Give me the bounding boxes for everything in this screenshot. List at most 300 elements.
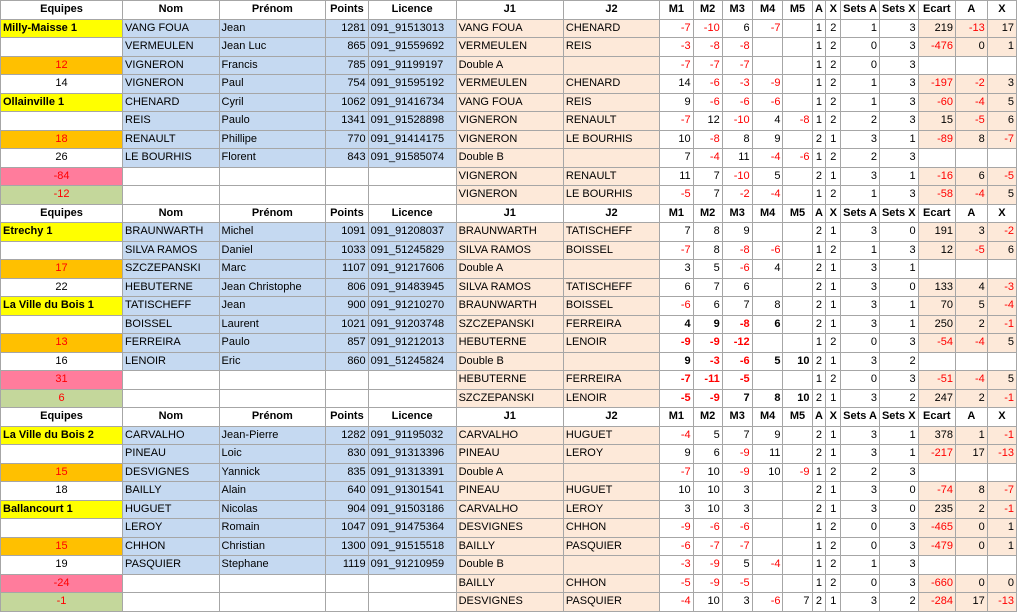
- match-player1-cell[interactable]: Double A: [456, 260, 563, 279]
- sets-x-cell[interactable]: 1: [879, 445, 918, 464]
- ecart-x-cell[interactable]: 3: [987, 75, 1016, 94]
- player-points-cell[interactable]: 1047: [326, 519, 369, 538]
- set-score-cell[interactable]: -5: [660, 389, 694, 408]
- sets-a-cell[interactable]: 1: [841, 241, 880, 260]
- player-licence-cell[interactable]: 091_51245829: [368, 241, 456, 260]
- sets-a-cell[interactable]: 3: [841, 593, 880, 612]
- match-player2-cell[interactable]: LEROY: [563, 500, 659, 519]
- sets-a-cell[interactable]: 3: [841, 130, 880, 149]
- ecart-cell[interactable]: 15: [918, 112, 955, 131]
- player-points-cell[interactable]: 1033: [326, 241, 369, 260]
- sets-x-cell[interactable]: 1: [879, 297, 918, 316]
- wins-a-cell[interactable]: 2: [812, 315, 826, 334]
- player-licence-cell[interactable]: 091_91203748: [368, 315, 456, 334]
- player-firstname-cell[interactable]: [219, 593, 326, 612]
- set-score-cell[interactable]: 11: [660, 167, 694, 186]
- team-score-cell[interactable]: 17: [1, 260, 123, 279]
- match-player2-cell[interactable]: REIS: [563, 38, 659, 57]
- player-licence-cell[interactable]: [368, 371, 456, 390]
- set-score-cell[interactable]: -12: [722, 334, 752, 353]
- ecart-x-cell[interactable]: -13: [987, 593, 1016, 612]
- player-points-cell[interactable]: [326, 389, 369, 408]
- set-score-cell[interactable]: [783, 334, 812, 353]
- set-score-cell[interactable]: 5: [693, 260, 722, 279]
- wins-a-cell[interactable]: 2: [812, 445, 826, 464]
- sets-a-cell[interactable]: 0: [841, 574, 880, 593]
- player-firstname-cell[interactable]: Laurent: [219, 315, 326, 334]
- player-name-cell[interactable]: VERMEULEN: [123, 38, 220, 57]
- match-player2-cell[interactable]: [563, 149, 659, 168]
- team-name-cell[interactable]: Ollainville 1: [1, 93, 123, 112]
- sets-a-cell[interactable]: 3: [841, 223, 880, 242]
- player-firstname-cell[interactable]: Phillipe: [219, 130, 326, 149]
- match-player1-cell[interactable]: Double B: [456, 352, 563, 371]
- set-score-cell[interactable]: -3: [722, 75, 752, 94]
- wins-x-cell[interactable]: 2: [826, 19, 841, 38]
- match-player1-cell[interactable]: DESVIGNES: [456, 519, 563, 538]
- set-score-cell[interactable]: -9: [693, 556, 722, 575]
- set-score-cell[interactable]: 3: [722, 500, 752, 519]
- wins-x-cell[interactable]: 2: [826, 149, 841, 168]
- set-score-cell[interactable]: -8: [722, 315, 752, 334]
- set-score-cell[interactable]: 5: [693, 426, 722, 445]
- player-name-cell[interactable]: LE BOURHIS: [123, 149, 220, 168]
- ecart-x-cell[interactable]: 6: [987, 112, 1016, 131]
- sets-a-cell[interactable]: 2: [841, 149, 880, 168]
- set-score-cell[interactable]: 3: [722, 593, 752, 612]
- set-score-cell[interactable]: 10: [660, 482, 694, 501]
- player-points-cell[interactable]: 860: [326, 352, 369, 371]
- match-player2-cell[interactable]: [563, 260, 659, 279]
- wins-x-cell[interactable]: 1: [826, 167, 841, 186]
- ecart-a-cell[interactable]: 0: [956, 537, 988, 556]
- team-score-cell[interactable]: 6: [1, 389, 123, 408]
- set-score-cell[interactable]: 10: [783, 352, 812, 371]
- ecart-x-cell[interactable]: [987, 463, 1016, 482]
- set-score-cell[interactable]: -8: [693, 38, 722, 57]
- team-name-cell[interactable]: Etrechy 1: [1, 223, 123, 242]
- set-score-cell[interactable]: 11: [722, 149, 752, 168]
- match-player1-cell[interactable]: CARVALHO: [456, 426, 563, 445]
- team-score-cell[interactable]: [1, 445, 123, 464]
- sets-a-cell[interactable]: 3: [841, 500, 880, 519]
- set-score-cell[interactable]: -9: [660, 334, 694, 353]
- set-score-cell[interactable]: -8: [783, 112, 812, 131]
- team-score-cell[interactable]: [1, 112, 123, 131]
- set-score-cell[interactable]: -7: [693, 56, 722, 75]
- sets-x-cell[interactable]: 3: [879, 241, 918, 260]
- set-score-cell[interactable]: 10: [752, 463, 783, 482]
- ecart-x-cell[interactable]: -4: [987, 297, 1016, 316]
- set-score-cell[interactable]: 7: [693, 278, 722, 297]
- match-player1-cell[interactable]: Double B: [456, 556, 563, 575]
- player-licence-cell[interactable]: 091_91210270: [368, 297, 456, 316]
- match-player1-cell[interactable]: PINEAU: [456, 445, 563, 464]
- ecart-cell[interactable]: -465: [918, 519, 955, 538]
- match-player1-cell[interactable]: VIGNERON: [456, 130, 563, 149]
- sets-a-cell[interactable]: 3: [841, 426, 880, 445]
- wins-x-cell[interactable]: 1: [826, 389, 841, 408]
- wins-x-cell[interactable]: 2: [826, 574, 841, 593]
- sets-x-cell[interactable]: 3: [879, 574, 918, 593]
- player-firstname-cell[interactable]: Jean Luc: [219, 38, 326, 57]
- player-firstname-cell[interactable]: Paul: [219, 75, 326, 94]
- set-score-cell[interactable]: -7: [660, 371, 694, 390]
- player-points-cell[interactable]: 1300: [326, 537, 369, 556]
- match-player2-cell[interactable]: RENAULT: [563, 167, 659, 186]
- player-name-cell[interactable]: [123, 593, 220, 612]
- match-player1-cell[interactable]: BRAUNWARTH: [456, 223, 563, 242]
- player-licence-cell[interactable]: 091_91210959: [368, 556, 456, 575]
- player-name-cell[interactable]: RENAULT: [123, 130, 220, 149]
- match-player1-cell[interactable]: VIGNERON: [456, 167, 563, 186]
- sets-a-cell[interactable]: 1: [841, 19, 880, 38]
- ecart-x-cell[interactable]: 5: [987, 186, 1016, 205]
- sets-a-cell[interactable]: 1: [841, 186, 880, 205]
- set-score-cell[interactable]: 11: [752, 445, 783, 464]
- ecart-a-cell[interactable]: -2: [956, 75, 988, 94]
- player-points-cell[interactable]: 1282: [326, 426, 369, 445]
- ecart-a-cell[interactable]: 3: [956, 223, 988, 242]
- match-player1-cell[interactable]: SZCZEPANSKI: [456, 389, 563, 408]
- set-score-cell[interactable]: [752, 38, 783, 57]
- ecart-cell[interactable]: -284: [918, 593, 955, 612]
- team-name-cell[interactable]: La Ville du Bois 2: [1, 426, 123, 445]
- set-score-cell[interactable]: 7: [660, 149, 694, 168]
- wins-a-cell[interactable]: 2: [812, 500, 826, 519]
- set-score-cell[interactable]: 10: [693, 593, 722, 612]
- player-firstname-cell[interactable]: Paulo: [219, 334, 326, 353]
- player-points-cell[interactable]: 835: [326, 463, 369, 482]
- player-licence-cell[interactable]: 091_91195032: [368, 426, 456, 445]
- wins-a-cell[interactable]: 1: [812, 463, 826, 482]
- ecart-cell[interactable]: [918, 260, 955, 279]
- match-player1-cell[interactable]: SILVA RAMOS: [456, 241, 563, 260]
- sets-a-cell[interactable]: 2: [841, 112, 880, 131]
- ecart-x-cell[interactable]: -7: [987, 130, 1016, 149]
- match-player1-cell[interactable]: Double A: [456, 463, 563, 482]
- player-firstname-cell[interactable]: Jean: [219, 19, 326, 38]
- ecart-a-cell[interactable]: -5: [956, 241, 988, 260]
- sets-a-cell[interactable]: 0: [841, 371, 880, 390]
- player-name-cell[interactable]: BAILLY: [123, 482, 220, 501]
- ecart-x-cell[interactable]: -1: [987, 389, 1016, 408]
- player-licence-cell[interactable]: 091_91416734: [368, 93, 456, 112]
- sets-a-cell[interactable]: 2: [841, 463, 880, 482]
- team-score-cell[interactable]: 26: [1, 149, 123, 168]
- sets-a-cell[interactable]: 3: [841, 482, 880, 501]
- match-player1-cell[interactable]: SZCZEPANSKI: [456, 315, 563, 334]
- ecart-a-cell[interactable]: 0: [956, 519, 988, 538]
- sets-a-cell[interactable]: 1: [841, 93, 880, 112]
- sets-x-cell[interactable]: 1: [879, 426, 918, 445]
- sets-x-cell[interactable]: 1: [879, 167, 918, 186]
- player-name-cell[interactable]: [123, 167, 220, 186]
- wins-a-cell[interactable]: 1: [812, 334, 826, 353]
- player-name-cell[interactable]: BRAUNWARTH: [123, 223, 220, 242]
- set-score-cell[interactable]: 10: [693, 482, 722, 501]
- player-points-cell[interactable]: 830: [326, 445, 369, 464]
- match-player2-cell[interactable]: TATISCHEFF: [563, 278, 659, 297]
- player-licence-cell[interactable]: 091_91199197: [368, 56, 456, 75]
- ecart-cell[interactable]: -54: [918, 334, 955, 353]
- set-score-cell[interactable]: 6: [722, 19, 752, 38]
- wins-x-cell[interactable]: 2: [826, 112, 841, 131]
- player-licence-cell[interactable]: 091_91503186: [368, 500, 456, 519]
- sets-x-cell[interactable]: 3: [879, 537, 918, 556]
- player-licence-cell[interactable]: 091_91559692: [368, 38, 456, 57]
- player-licence-cell[interactable]: 091_91301541: [368, 482, 456, 501]
- ecart-cell[interactable]: 70: [918, 297, 955, 316]
- ecart-x-cell[interactable]: [987, 556, 1016, 575]
- player-points-cell[interactable]: 1062: [326, 93, 369, 112]
- wins-a-cell[interactable]: 1: [812, 574, 826, 593]
- player-firstname-cell[interactable]: Yannick: [219, 463, 326, 482]
- match-player2-cell[interactable]: [563, 556, 659, 575]
- set-score-cell[interactable]: -4: [752, 556, 783, 575]
- player-firstname-cell[interactable]: Alain: [219, 482, 326, 501]
- wins-x-cell[interactable]: 2: [826, 186, 841, 205]
- ecart-x-cell[interactable]: 0: [987, 574, 1016, 593]
- match-player1-cell[interactable]: SILVA RAMOS: [456, 278, 563, 297]
- sets-x-cell[interactable]: 0: [879, 278, 918, 297]
- player-name-cell[interactable]: [123, 574, 220, 593]
- set-score-cell[interactable]: [783, 519, 812, 538]
- player-points-cell[interactable]: 785: [326, 56, 369, 75]
- set-score-cell[interactable]: -5: [722, 371, 752, 390]
- set-score-cell[interactable]: 9: [660, 445, 694, 464]
- player-name-cell[interactable]: LEROY: [123, 519, 220, 538]
- player-licence-cell[interactable]: 091_91528898: [368, 112, 456, 131]
- set-score-cell[interactable]: -6: [660, 537, 694, 556]
- ecart-a-cell[interactable]: -4: [956, 371, 988, 390]
- team-score-cell[interactable]: 18: [1, 130, 123, 149]
- set-score-cell[interactable]: [783, 556, 812, 575]
- set-score-cell[interactable]: 6: [693, 297, 722, 316]
- player-licence-cell[interactable]: [368, 186, 456, 205]
- ecart-x-cell[interactable]: -1: [987, 426, 1016, 445]
- wins-a-cell[interactable]: 2: [812, 297, 826, 316]
- sets-x-cell[interactable]: 2: [879, 389, 918, 408]
- player-points-cell[interactable]: 865: [326, 38, 369, 57]
- sets-x-cell[interactable]: 1: [879, 130, 918, 149]
- set-score-cell[interactable]: [783, 426, 812, 445]
- match-player1-cell[interactable]: CARVALHO: [456, 500, 563, 519]
- wins-x-cell[interactable]: 1: [826, 352, 841, 371]
- wins-a-cell[interactable]: 1: [812, 93, 826, 112]
- match-player1-cell[interactable]: VIGNERON: [456, 186, 563, 205]
- wins-a-cell[interactable]: 2: [812, 167, 826, 186]
- wins-x-cell[interactable]: 1: [826, 315, 841, 334]
- set-score-cell[interactable]: [783, 500, 812, 519]
- set-score-cell[interactable]: -7: [660, 241, 694, 260]
- player-firstname-cell[interactable]: Jean-Pierre: [219, 426, 326, 445]
- team-score-cell[interactable]: 16: [1, 352, 123, 371]
- set-score-cell[interactable]: -7: [660, 56, 694, 75]
- team-score-cell[interactable]: 14: [1, 75, 123, 94]
- wins-a-cell[interactable]: 1: [812, 38, 826, 57]
- set-score-cell[interactable]: -4: [660, 426, 694, 445]
- set-score-cell[interactable]: -9: [752, 75, 783, 94]
- ecart-a-cell[interactable]: 17: [956, 593, 988, 612]
- set-score-cell[interactable]: 5: [722, 556, 752, 575]
- ecart-cell[interactable]: -16: [918, 167, 955, 186]
- set-score-cell[interactable]: -6: [693, 75, 722, 94]
- player-firstname-cell[interactable]: Christian: [219, 537, 326, 556]
- set-score-cell[interactable]: 7: [722, 297, 752, 316]
- wins-a-cell[interactable]: 2: [812, 130, 826, 149]
- set-score-cell[interactable]: 9: [660, 93, 694, 112]
- match-player2-cell[interactable]: LE BOURHIS: [563, 130, 659, 149]
- player-licence-cell[interactable]: [368, 167, 456, 186]
- match-player2-cell[interactable]: [563, 56, 659, 75]
- set-score-cell[interactable]: 7: [783, 593, 812, 612]
- ecart-x-cell[interactable]: 17: [987, 19, 1016, 38]
- sets-x-cell[interactable]: 1: [879, 260, 918, 279]
- sets-a-cell[interactable]: 3: [841, 315, 880, 334]
- ecart-x-cell[interactable]: [987, 56, 1016, 75]
- match-player1-cell[interactable]: BRAUNWARTH: [456, 297, 563, 316]
- set-score-cell[interactable]: -4: [693, 149, 722, 168]
- set-score-cell[interactable]: -9: [693, 389, 722, 408]
- player-licence-cell[interactable]: 091_91212013: [368, 334, 456, 353]
- wins-x-cell[interactable]: 1: [826, 130, 841, 149]
- match-player1-cell[interactable]: PINEAU: [456, 482, 563, 501]
- set-score-cell[interactable]: [783, 186, 812, 205]
- sets-a-cell[interactable]: 0: [841, 56, 880, 75]
- ecart-cell[interactable]: [918, 352, 955, 371]
- sets-x-cell[interactable]: 3: [879, 93, 918, 112]
- player-name-cell[interactable]: HUGUET: [123, 500, 220, 519]
- player-firstname-cell[interactable]: Daniel: [219, 241, 326, 260]
- player-name-cell[interactable]: SZCZEPANSKI: [123, 260, 220, 279]
- player-licence-cell[interactable]: 091_91217606: [368, 260, 456, 279]
- sets-x-cell[interactable]: 2: [879, 352, 918, 371]
- set-score-cell[interactable]: [752, 519, 783, 538]
- player-name-cell[interactable]: HEBUTERNE: [123, 278, 220, 297]
- player-points-cell[interactable]: [326, 593, 369, 612]
- set-score-cell[interactable]: 10: [660, 130, 694, 149]
- ecart-cell[interactable]: 247: [918, 389, 955, 408]
- ecart-cell[interactable]: 133: [918, 278, 955, 297]
- set-score-cell[interactable]: 7: [722, 426, 752, 445]
- sets-a-cell[interactable]: 3: [841, 297, 880, 316]
- team-score-cell[interactable]: [1, 315, 123, 334]
- match-player1-cell[interactable]: Double B: [456, 149, 563, 168]
- wins-x-cell[interactable]: 2: [826, 463, 841, 482]
- player-licence-cell[interactable]: 091_91313396: [368, 445, 456, 464]
- ecart-x-cell[interactable]: 5: [987, 371, 1016, 390]
- ecart-a-cell[interactable]: 6: [956, 167, 988, 186]
- set-score-cell[interactable]: [752, 500, 783, 519]
- match-player2-cell[interactable]: HUGUET: [563, 482, 659, 501]
- ecart-cell[interactable]: -217: [918, 445, 955, 464]
- ecart-cell[interactable]: -476: [918, 38, 955, 57]
- ecart-cell[interactable]: 378: [918, 426, 955, 445]
- player-name-cell[interactable]: CARVALHO: [123, 426, 220, 445]
- set-score-cell[interactable]: [783, 297, 812, 316]
- ecart-cell[interactable]: [918, 463, 955, 482]
- set-score-cell[interactable]: -6: [752, 593, 783, 612]
- set-score-cell[interactable]: [783, 260, 812, 279]
- ecart-cell[interactable]: -74: [918, 482, 955, 501]
- player-points-cell[interactable]: 857: [326, 334, 369, 353]
- wins-x-cell[interactable]: 2: [826, 241, 841, 260]
- ecart-a-cell[interactable]: 8: [956, 482, 988, 501]
- set-score-cell[interactable]: -6: [722, 93, 752, 112]
- set-score-cell[interactable]: 4: [752, 112, 783, 131]
- sets-x-cell[interactable]: 3: [879, 519, 918, 538]
- match-player2-cell[interactable]: BOISSEL: [563, 297, 659, 316]
- player-points-cell[interactable]: 640: [326, 482, 369, 501]
- wins-x-cell[interactable]: 2: [826, 93, 841, 112]
- set-score-cell[interactable]: 10: [783, 389, 812, 408]
- wins-x-cell[interactable]: 2: [826, 38, 841, 57]
- player-points-cell[interactable]: 1107: [326, 260, 369, 279]
- ecart-a-cell[interactable]: [956, 149, 988, 168]
- wins-x-cell[interactable]: 2: [826, 537, 841, 556]
- player-firstname-cell[interactable]: Loic: [219, 445, 326, 464]
- set-score-cell[interactable]: 9: [752, 426, 783, 445]
- sets-a-cell[interactable]: 1: [841, 75, 880, 94]
- wins-a-cell[interactable]: 2: [812, 352, 826, 371]
- wins-x-cell[interactable]: 1: [826, 297, 841, 316]
- wins-a-cell[interactable]: 1: [812, 149, 826, 168]
- player-firstname-cell[interactable]: [219, 389, 326, 408]
- set-score-cell[interactable]: 8: [722, 130, 752, 149]
- player-licence-cell[interactable]: 091_91515518: [368, 537, 456, 556]
- team-score-cell[interactable]: 19: [1, 556, 123, 575]
- wins-a-cell[interactable]: 1: [812, 537, 826, 556]
- ecart-cell[interactable]: -197: [918, 75, 955, 94]
- sets-x-cell[interactable]: 0: [879, 223, 918, 242]
- sets-x-cell[interactable]: 3: [879, 75, 918, 94]
- player-points-cell[interactable]: [326, 167, 369, 186]
- sets-x-cell[interactable]: 3: [879, 112, 918, 131]
- player-name-cell[interactable]: [123, 389, 220, 408]
- set-score-cell[interactable]: [783, 56, 812, 75]
- set-score-cell[interactable]: 9: [752, 130, 783, 149]
- ecart-a-cell[interactable]: 2: [956, 315, 988, 334]
- match-player2-cell[interactable]: FERREIRA: [563, 371, 659, 390]
- match-player2-cell[interactable]: FERREIRA: [563, 315, 659, 334]
- match-player1-cell[interactable]: VANG FOUA: [456, 19, 563, 38]
- ecart-x-cell[interactable]: [987, 352, 1016, 371]
- set-score-cell[interactable]: 4: [752, 260, 783, 279]
- player-firstname-cell[interactable]: Florent: [219, 149, 326, 168]
- ecart-cell[interactable]: -60: [918, 93, 955, 112]
- sets-x-cell[interactable]: 3: [879, 186, 918, 205]
- set-score-cell[interactable]: 10: [693, 500, 722, 519]
- set-score-cell[interactable]: [752, 371, 783, 390]
- team-score-cell[interactable]: [1, 241, 123, 260]
- set-score-cell[interactable]: -9: [722, 463, 752, 482]
- set-score-cell[interactable]: 6: [693, 445, 722, 464]
- sets-x-cell[interactable]: 2: [879, 593, 918, 612]
- ecart-x-cell[interactable]: 1: [987, 38, 1016, 57]
- player-firstname-cell[interactable]: Romain: [219, 519, 326, 538]
- ecart-a-cell[interactable]: 2: [956, 389, 988, 408]
- sets-x-cell[interactable]: 0: [879, 500, 918, 519]
- team-score-cell[interactable]: -12: [1, 186, 123, 205]
- team-score-cell[interactable]: 31: [1, 371, 123, 390]
- wins-x-cell[interactable]: 1: [826, 260, 841, 279]
- wins-x-cell[interactable]: 1: [826, 593, 841, 612]
- set-score-cell[interactable]: [783, 223, 812, 242]
- ecart-cell[interactable]: 12: [918, 241, 955, 260]
- ecart-a-cell[interactable]: 2: [956, 500, 988, 519]
- set-score-cell[interactable]: [752, 223, 783, 242]
